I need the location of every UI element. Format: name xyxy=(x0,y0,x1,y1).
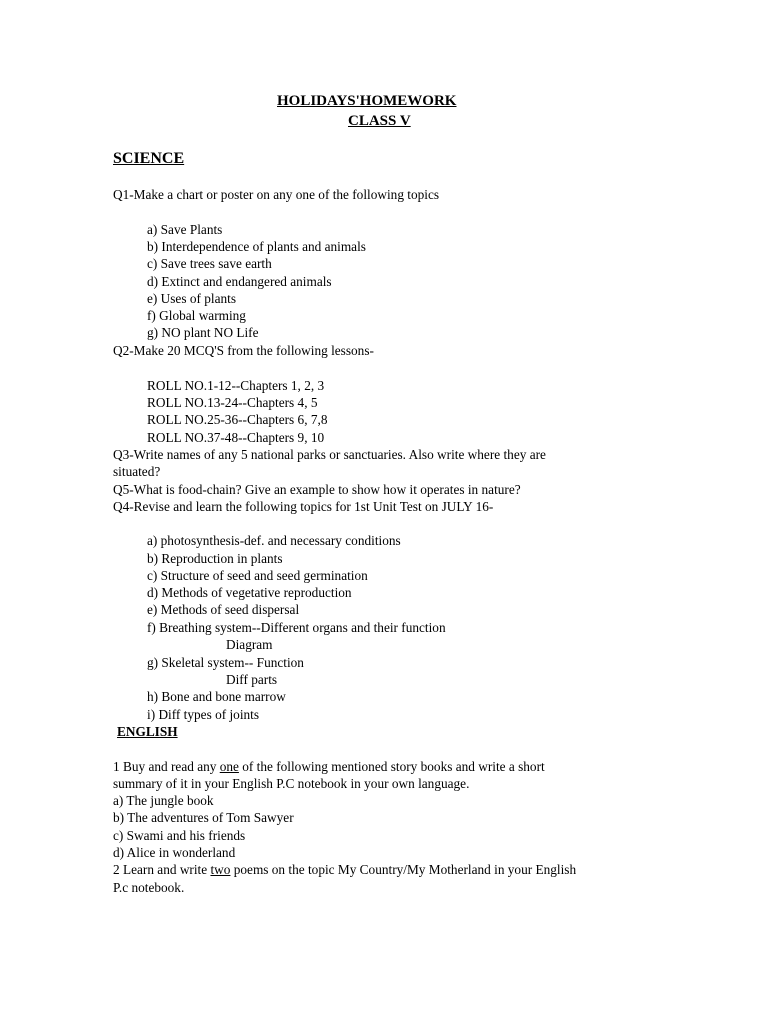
list-subitem: Diff parts xyxy=(226,672,278,687)
book-item: a) The jungle book xyxy=(113,793,214,808)
english-heading: ENGLISH xyxy=(117,724,178,739)
list-item: ROLL NO.13-24--Chapters 4, 5 xyxy=(147,395,318,410)
list-item: ROLL NO.37-48--Chapters 9, 10 xyxy=(147,430,325,445)
list-item: b) Interdependence of plants and animals xyxy=(147,239,366,254)
english-item-1-cont: summary of it in your English P.C notebook in your own language. xyxy=(113,776,470,791)
list-subitem: Diagram xyxy=(226,637,273,652)
list-item: i) Diff types of joints xyxy=(147,707,260,722)
list-item: a) photosynthesis-def. and necessary conditions xyxy=(147,533,401,548)
question-5: Q5-What is food-chain? Give an example to show how it operates in nature? xyxy=(113,482,521,497)
question-3-cont: situated? xyxy=(113,464,161,479)
list-item: h) Bone and bone marrow xyxy=(147,689,286,704)
question-3: Q3-Write names of any 5 national parks or sanctuaries. Also write where they are xyxy=(113,447,546,462)
list-item: g) Skeletal system-- Function xyxy=(147,655,304,670)
english-item-2-text-cont: poems on the topic My Country/My Motherland in your English xyxy=(230,862,577,877)
english-item-2 xyxy=(113,861,576,878)
book-item: b) The adventures of Tom Sawyer xyxy=(113,810,294,825)
english-item-2-cont: P.c notebook. xyxy=(113,880,185,895)
english-item-1 xyxy=(113,758,545,775)
book-item: d) Alice in wonderland xyxy=(113,845,236,860)
list-item: d) Extinct and endangered animals xyxy=(147,274,332,289)
list-item: g) NO plant NO Life xyxy=(147,325,259,340)
list-item: b) Reproduction in plants xyxy=(147,551,283,566)
page-subtitle: CLASS V xyxy=(348,113,411,129)
list-item: f) Global warming xyxy=(147,308,246,323)
question-4: Q4-Revise and learn the following topics for 1st Unit Test on JULY 16- xyxy=(113,499,494,514)
list-item: a) Save Plants xyxy=(147,222,223,237)
english-item-2-text: 2 Learn and write xyxy=(113,862,211,877)
emphasis-word: two xyxy=(210,862,231,877)
page-title: HOLIDAYS'HOMEWORK xyxy=(277,93,457,109)
list-item: ROLL NO.1-12--Chapters 1, 2, 3 xyxy=(147,378,325,393)
question-1: Q1-Make a chart or poster on any one of the following topics xyxy=(113,187,440,202)
list-item: f) Breathing system--Different organs and their function xyxy=(147,620,446,635)
list-item: c) Save trees save earth xyxy=(147,256,272,271)
science-heading: SCIENCE xyxy=(113,150,185,167)
question-2: Q2-Make 20 MCQ'S from the following lessons- xyxy=(113,343,374,358)
book-item: c) Swami and his friends xyxy=(113,828,246,843)
emphasis-word: one xyxy=(219,759,239,774)
list-item: e) Uses of plants xyxy=(147,291,236,306)
english-item-1-text-cont: of the following mentioned story books and write a short xyxy=(238,759,545,774)
list-item: e) Methods of seed dispersal xyxy=(147,602,300,617)
english-item-1-text: 1 Buy and read any xyxy=(113,759,220,774)
list-item: ROLL NO.25-36--Chapters 6, 7,8 xyxy=(147,412,328,427)
list-item: c) Structure of seed and seed germination xyxy=(147,568,368,583)
list-item: d) Methods of vegetative reproduction xyxy=(147,585,352,600)
